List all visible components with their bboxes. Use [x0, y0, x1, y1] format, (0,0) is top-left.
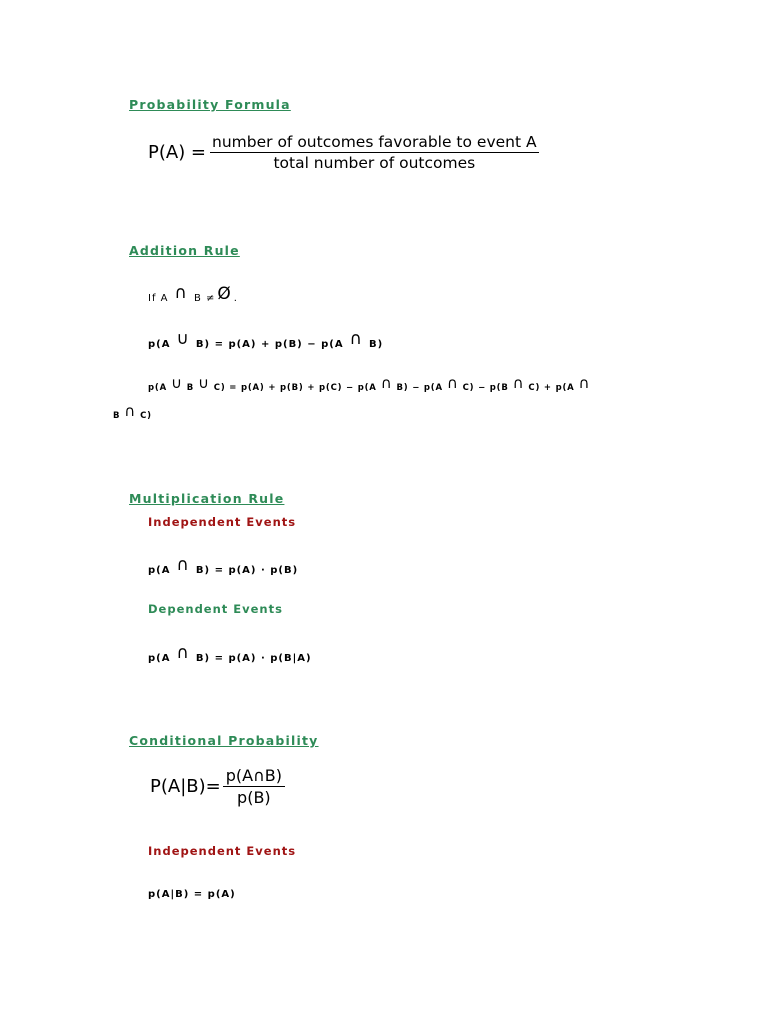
rule3-b2: C): [140, 411, 152, 421]
union-icon: ∪: [176, 329, 190, 349]
probability-denominator: total number of outcomes: [273, 154, 476, 172]
rule3-a1: p(A: [148, 383, 167, 393]
rule2-part3: B): [369, 338, 384, 350]
addition-rule-two-events: [148, 329, 384, 354]
addition-rule-three-events-line2: [113, 402, 152, 425]
intersection-icon: ∩: [176, 643, 190, 663]
condition-prefix: If A: [148, 292, 169, 304]
rule3-b1: B: [113, 411, 121, 421]
probability-lhs: P(A) =: [148, 142, 207, 163]
union-icon: ∪: [170, 374, 183, 392]
addition-rule-heading: Addition Rule: [129, 243, 240, 258]
intersection-icon: ∩: [174, 283, 188, 303]
intersection-icon: ∩: [349, 329, 364, 349]
empty-set-icon: Ø: [217, 284, 232, 304]
probability-formula-heading: Probability Formula: [129, 97, 291, 112]
dependent-events-label: Dependent Events: [148, 602, 283, 616]
dep-eq-part1: p(A: [148, 652, 171, 664]
probability-fraction: [210, 133, 539, 172]
conditional-probability-heading: Conditional Probability: [129, 733, 319, 748]
rule2-part1: p(A: [148, 338, 171, 350]
conditional-denominator: p(B): [237, 788, 271, 807]
rule3-a5: C) − p(B: [462, 383, 509, 393]
conditional-formula: [150, 766, 285, 807]
probability-formula: [148, 133, 539, 172]
rule2-part2: B) = p(A) + p(B) − p(A: [195, 338, 344, 350]
intersection-icon: ∩: [446, 374, 459, 392]
intersection-icon: ∩: [176, 555, 190, 575]
addition-condition: [148, 283, 238, 308]
conditional-lhs: P(A|B)=: [150, 776, 221, 797]
addition-rule-three-events-line1: [148, 374, 594, 397]
union-icon: ∪: [198, 374, 210, 392]
indep-eq-part2: B) = p(A) · p(B): [195, 564, 299, 576]
independent-multiplication-eq: [148, 555, 299, 580]
rule3-a4: B) − p(A: [396, 383, 443, 393]
independent-events-label: Independent Events: [148, 515, 297, 529]
conditional-independent-eq: p(A|B) = p(A): [148, 889, 236, 900]
intersection-icon: ∩: [512, 374, 525, 392]
conditional-numerator: p(A∩B): [223, 766, 285, 787]
intersection-icon: ∩: [124, 402, 137, 420]
indep-eq-part1: p(A: [148, 564, 171, 576]
dependent-multiplication-eq: [148, 643, 312, 668]
condition-b: B ≠: [193, 292, 216, 304]
condition-suffix: .: [233, 292, 238, 304]
conditional-fraction: [223, 766, 285, 807]
conditional-independent-label: Independent Events: [148, 844, 297, 858]
rule3-a3: C) = p(A) + p(B) + p(C) − p(A: [213, 383, 377, 393]
intersection-icon: ∩: [578, 374, 591, 392]
rule3-a6: C) + p(A: [528, 383, 575, 393]
rule3-a2: B: [186, 383, 195, 393]
probability-numerator: number of outcomes favorable to event A: [212, 133, 537, 151]
multiplication-rule-heading: Multiplication Rule: [129, 491, 285, 506]
intersection-icon: ∩: [380, 374, 393, 392]
dep-eq-part2: B) = p(A) · p(B|A): [195, 652, 312, 664]
